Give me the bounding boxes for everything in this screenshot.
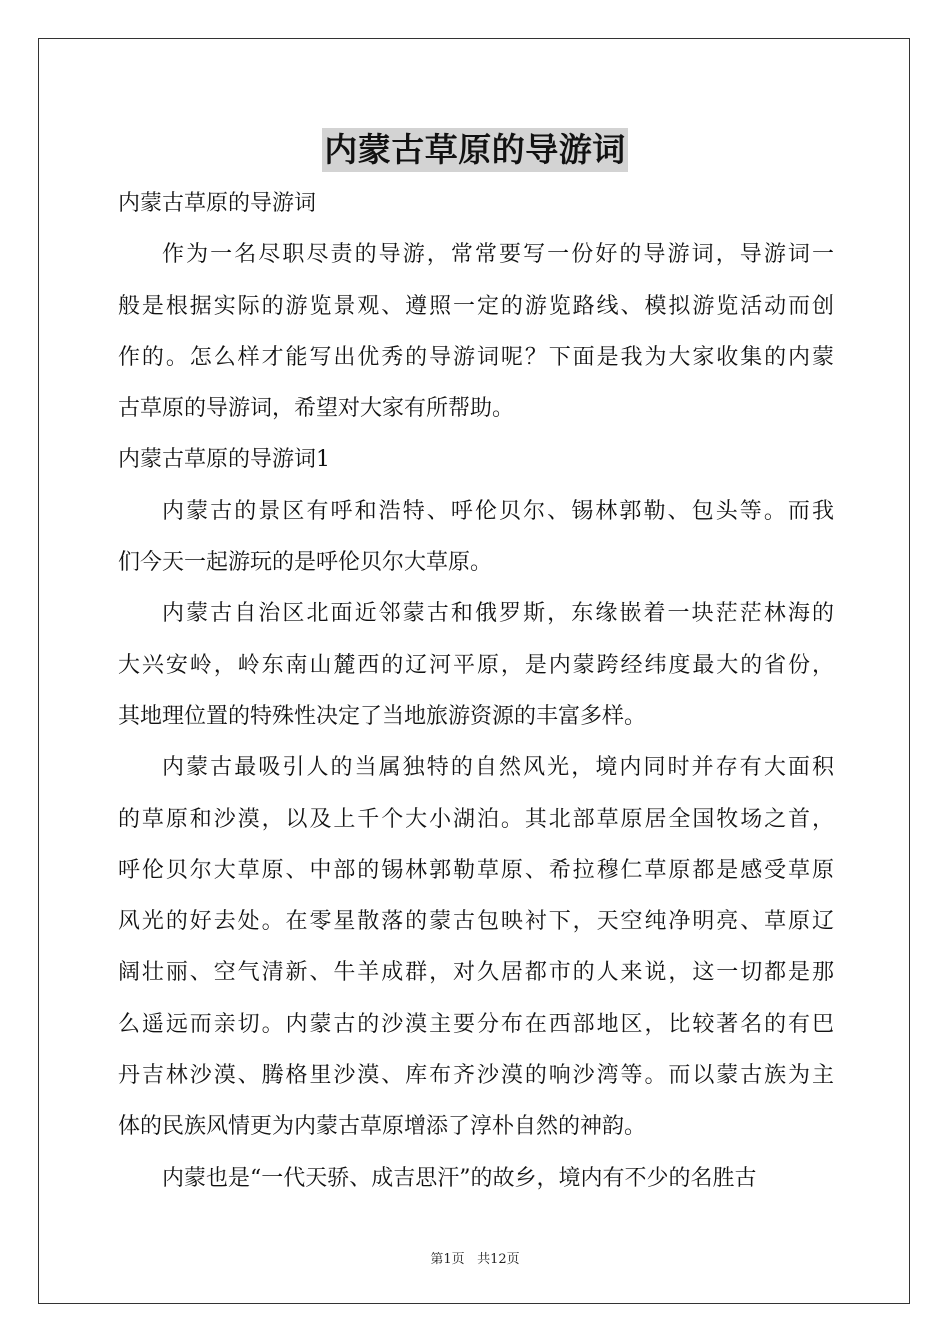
paragraph-line: 内蒙古的景区有呼和浩特、呼伦贝尔、锡林郭勒、包头等。而我 bbox=[162, 498, 834, 524]
paragraph-line: 内蒙古自治区北面近邻蒙古和俄罗斯，东缘嵌着一块茫茫林海的 bbox=[162, 601, 834, 627]
footer-total-prefix: 共 bbox=[477, 1252, 491, 1267]
paragraph-line: 其地理位置的特殊性决定了当地旅游资源的丰富多样。 bbox=[118, 703, 647, 729]
footer-total-pages: 12 bbox=[490, 1252, 507, 1267]
paragraph-line: 内蒙也是“一代天骄、成吉思汗”的故乡，境内有不少的名胜古 bbox=[162, 1165, 757, 1191]
paragraph-line: 风光的好去处。在零星散落的蒙古包映衬下，天空纯净明亮、草原辽 bbox=[118, 909, 834, 935]
page-footer bbox=[0, 1248, 950, 1267]
document-body bbox=[118, 178, 834, 1204]
paragraph-line: 阔壮丽、空气清新、牛羊成群，对久居都市的人来说，这一切都是那 bbox=[118, 960, 834, 986]
footer-total-suffix: 页 bbox=[506, 1252, 520, 1267]
paragraph-line: 作为一名尽职尽责的导游，常常要写一份好的导游词，导游词一 bbox=[162, 242, 834, 268]
section-heading: 内蒙古草原的导游词 bbox=[118, 191, 317, 216]
document-title-block bbox=[0, 128, 950, 172]
paragraph-line: 内蒙古最吸引人的当属独特的自然风光，境内同时并存有大面积 bbox=[162, 755, 834, 781]
paragraph-line: 般是根据实际的游览景观、遵照一定的游览路线、模拟游览活动而创 bbox=[118, 293, 834, 319]
paragraph-line: 体的民族风情更为内蒙古草原增添了淳朴自然的神韵。 bbox=[118, 1114, 647, 1140]
paragraph-line: 古草原的导游词，希望对大家有所帮助。 bbox=[118, 396, 515, 422]
paragraph-line: 大兴安岭，岭东南山麓西的辽河平原，是内蒙跨经纬度最大的省份， bbox=[118, 652, 834, 678]
section-heading: 内蒙古草原的导游词1 bbox=[118, 447, 330, 473]
paragraph-line: 呼伦贝尔大草原、中部的锡林郭勒草原、希拉穆仁草原都是感受草原 bbox=[118, 857, 834, 883]
paragraph-line: 作的。怎么样才能写出优秀的导游词呢？下面是我为大家收集的内蒙 bbox=[118, 344, 834, 370]
footer-page-suffix: 页 bbox=[451, 1252, 465, 1267]
document-title: 内蒙古草原的导游词 bbox=[322, 128, 628, 172]
paragraph-line: 的草原和沙漠，以及上千个大小湖泊。其北部草原居全国牧场之首， bbox=[118, 806, 834, 832]
paragraph-line: 们今天一起游玩的是呼伦贝尔大草原。 bbox=[118, 550, 493, 576]
paragraph-line: 么遥远而亲切。内蒙古的沙漠主要分布在西部地区，比较著名的有巴 bbox=[118, 1011, 834, 1037]
paragraph-line: 丹吉林沙漠、腾格里沙漠、库布齐沙漠的响沙湾等。而以蒙古族为主 bbox=[118, 1063, 834, 1089]
footer-page-prefix: 第 bbox=[430, 1252, 444, 1267]
footer-page-number: 1 bbox=[443, 1252, 452, 1267]
